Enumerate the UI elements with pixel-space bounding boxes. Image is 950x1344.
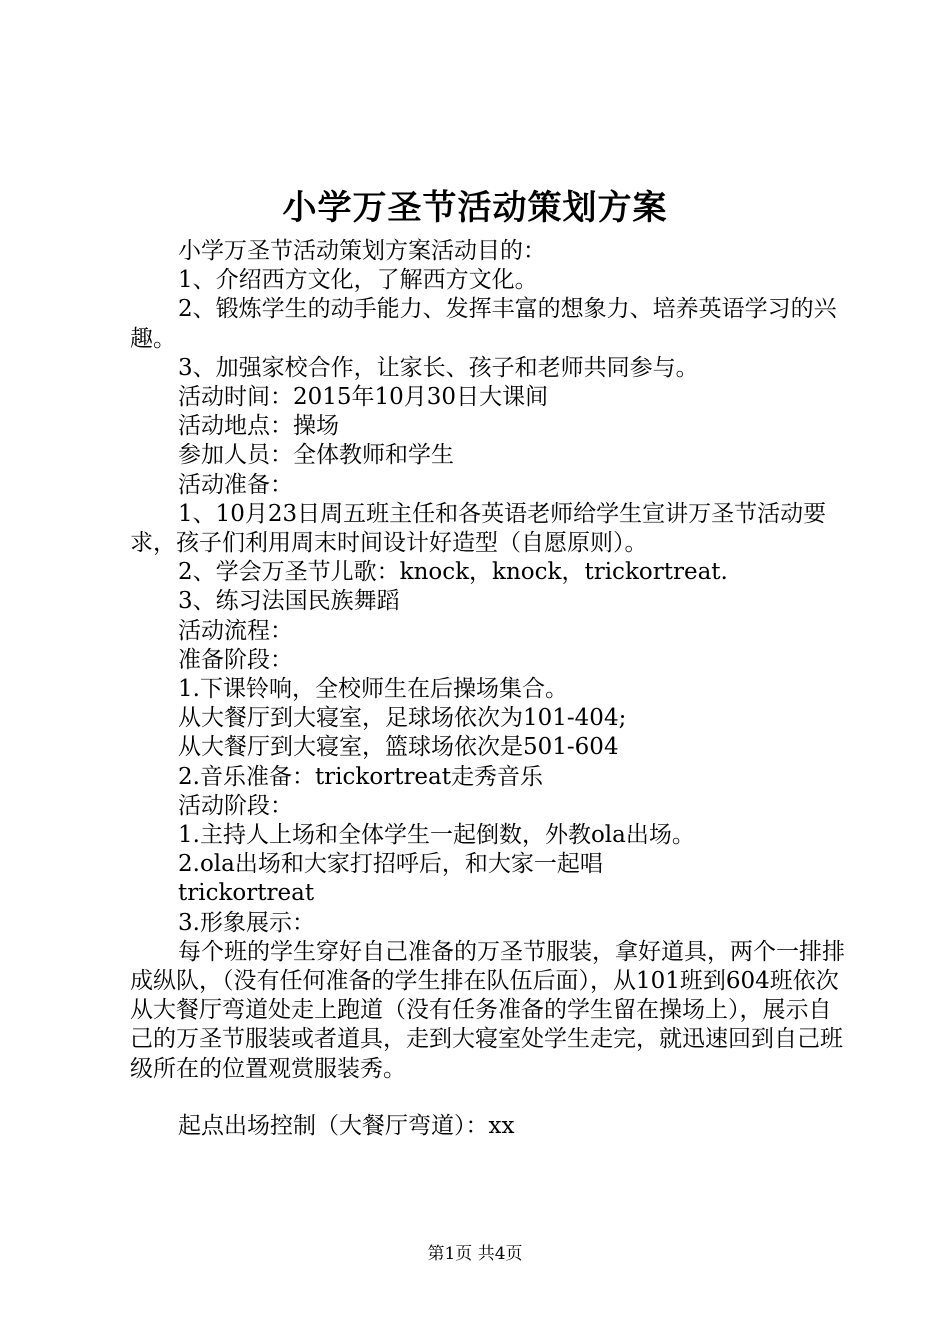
paragraph: 起点出场控制（大餐厅弯道）：xx	[178, 1112, 515, 1139]
paragraph: 3、练习法国民族舞蹈	[178, 588, 400, 615]
document-body	[130, 237, 850, 1141]
paragraph: 参加人员：全体教师和学生	[178, 442, 454, 469]
paragraph: 从大餐厅到大寝室，足球场依次为101-404;	[178, 705, 627, 732]
paragraph: 3、加强家校合作，让家长、孩子和老师共同参与。	[178, 354, 699, 381]
paragraph: 1.主持人上场和全体学生一起倒数，外教ola出场。	[178, 822, 695, 849]
paragraph: 1、介绍西方文化，了解西方文化。	[178, 267, 538, 294]
paragraph: 小学万圣节活动策划方案活动目的：	[178, 238, 546, 264]
paragraph: 每个班的学生穿好自己准备的万圣节服装，拿好道具，两个一排排成纵队，（没有任何准备的学生排在队伍后面），从101班到604班依次从大餐厅弯道处走上跑道（没有任务准备的学生留在操场上），展示自己的万圣节服装或者道具，走到大寝室处学生走完，就迅速回到自己班级所在的位置观赏服装秀。	[130, 938, 845, 1082]
paragraph: 活动阶段：	[178, 792, 293, 819]
paragraph: 准备阶段：	[178, 646, 293, 673]
paragraph: 活动准备：	[178, 471, 293, 498]
page-footer: 第1页 共4页	[427, 1244, 523, 1264]
paragraph: 3.形象展示：	[178, 909, 315, 936]
paragraph: 2、锻炼学生的动手能力、发挥丰富的想象力、培养英语学习的兴趣。	[130, 296, 837, 352]
paragraph: 1、10月23日周五班主任和各英语老师给学生宣讲万圣节活动要求，孩子们利用周末时间设计好造型（自愿原则）。	[130, 500, 827, 557]
document-title: 小学万圣节活动策划方案	[282, 188, 668, 228]
paragraph: 1.下课铃响，全校师生在后操场集合。	[178, 676, 568, 703]
paragraph: 2、学会万圣节儿歌：knock，knock，trickortreat.	[178, 559, 728, 586]
paragraph: trickortreat	[178, 880, 315, 907]
paragraph: 活动地点：操场	[178, 413, 339, 440]
paragraph: 2.ola出场和大家打招呼后，和大家一起唱	[178, 851, 603, 878]
paragraph: 从大餐厅到大寝室，篮球场依次是501-604	[178, 734, 619, 761]
paragraph: 活动流程：	[178, 617, 293, 644]
paragraph: 2.音乐准备：trickortreat走秀音乐	[178, 763, 544, 790]
paragraph: 活动时间：2015年10月30日大课间	[178, 384, 549, 411]
